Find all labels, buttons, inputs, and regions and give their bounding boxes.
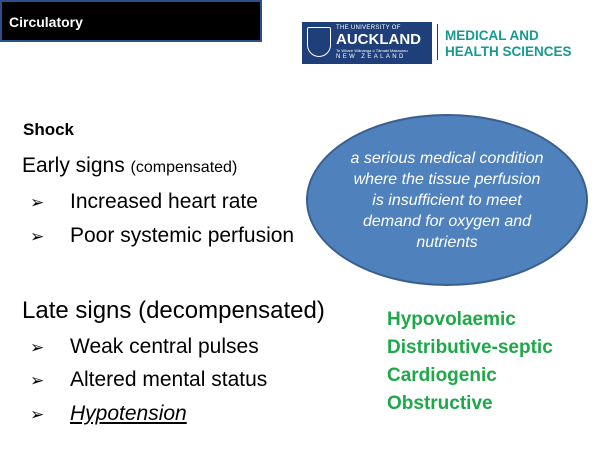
- logo-country-text: NEW ZEALAND: [336, 54, 406, 60]
- slide-title: Shock: [23, 120, 75, 139]
- logo-sub-text: Te Whare Wānanga o Tāmaki Makaurau: [336, 48, 408, 53]
- header-box: [0, 0, 262, 42]
- faculty-line-1: MEDICAL AND: [445, 28, 539, 43]
- arrow-bullet-icon: ➢: [30, 193, 45, 213]
- arrow-bullet-icon: ➢: [30, 338, 45, 358]
- early-signs-heading: [22, 154, 237, 178]
- shock-type: Obstructive: [387, 393, 493, 414]
- faculty-divider: [437, 24, 438, 60]
- faculty-line-2: HEALTH SCIENCES: [445, 44, 572, 59]
- arrow-bullet-icon: ➢: [30, 371, 45, 391]
- list-item-text: Weak central pulses: [70, 335, 259, 358]
- early-signs-note: (compensated): [130, 159, 238, 176]
- shock-type: Cardiogenic: [387, 365, 497, 386]
- header-title: Circulatory: [9, 14, 83, 30]
- late-signs-heading: Late signs (decompensated): [22, 297, 325, 324]
- faculty-name: [445, 28, 572, 60]
- list-item: [30, 190, 258, 214]
- list-item: [30, 368, 267, 392]
- shock-type: Hypovolaemic: [387, 309, 516, 330]
- arrow-bullet-icon: ➢: [30, 227, 45, 247]
- list-item-text: Increased heart rate: [70, 190, 258, 213]
- shock-type: Distributive-septic: [387, 337, 553, 358]
- list-item-text: Altered mental status: [70, 368, 268, 391]
- definition-ellipse: [306, 114, 588, 286]
- list-item: [30, 335, 259, 359]
- arrow-bullet-icon: ➢: [30, 405, 45, 425]
- early-signs-label: Early signs: [22, 154, 125, 177]
- logo-main-text: AUCKLAND: [336, 31, 421, 48]
- logo-top-text: THE UNIVERSITY OF: [336, 25, 401, 31]
- university-logo: [302, 22, 432, 64]
- shock-types-list: [387, 306, 553, 418]
- list-item: [30, 402, 187, 426]
- list-item-text: Hypotension: [70, 402, 187, 425]
- crest-icon: [307, 27, 331, 57]
- definition-text: a serious medical condition where the tissue perfusion is insufficient to meet demand for oxygen and nutrients: [350, 149, 544, 251]
- list-item: [30, 224, 294, 248]
- list-item-text: Poor systemic perfusion: [70, 224, 295, 247]
